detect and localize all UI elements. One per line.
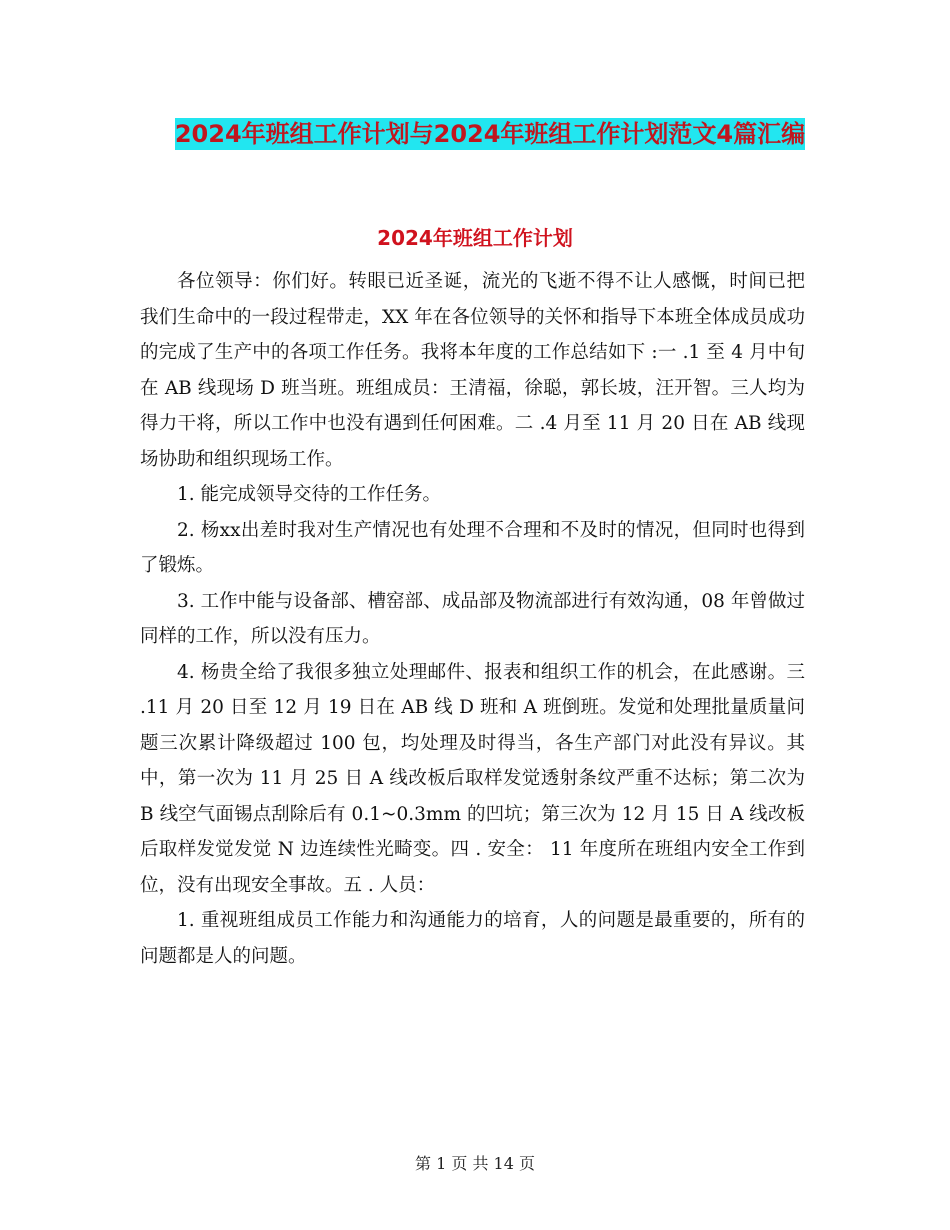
section-heading: 2024年班组工作计划 [377, 226, 573, 250]
body-text [140, 264, 805, 974]
paragraph: 1. 重视班组成员工作能力和沟通能力的培育，人的问题是最重要的，所有的问题都是人的问题。 [140, 910, 805, 967]
page-number-footer: 第 1 页 共 14 页 [415, 1154, 535, 1173]
paragraph: 4. 杨贵全给了我很多独立处理邮件、报表和组织工作的机会，在此感谢。三 .11 月 20 日至 12 月 19 日在 AB 线 D 班和 A 班倒班。发觉和处理批量质量问题三次累计降级超过 100 包，均处理及时得当，各生产部门对此没有异议。其中，第一次为 11 月 25 日 A 线改板后取样发觉透射条纹严重不达标；第二次为 B 线空气面锡点刮除后有 0.1~0.3mm 的凹坑；第三次为 12 月 15 日 A 线改板后取样发觉发觉 N 边连续性光畸变。四 . 安全： 11 年度所在班组内安全工作到位，没有出现安全事故。五 . 人员： [140, 661, 805, 896]
paragraph: 3. 工作中能与设备部、槽窑部、成品部及物流部进行有效沟通，08 年曾做过同样的工作，所以没有压力。 [140, 590, 805, 647]
paragraph: 2. 杨xx出差时我对生产情况也有处理不合理和不及时的情况，但同时也得到了锻炼。 [140, 519, 805, 576]
document-title-text: 2024年班组工作计划与2024年班组工作计划范文4篇汇编 [174, 120, 806, 148]
paragraph: 各位领导：你们好。转眼已近圣诞，流光的飞逝不得不让人感慨，时间已把我们生命中的一段过程带走，XX 年在各位领导的关怀和指导下本班全体成员成功的完成了生产中的各项工作任务。我将本年度的工作总结如下 :一 .1 至 4 月中旬在 AB 线现场 D 班当班。班组成员：王清福，徐聪，郭长坡，汪开智。三人均为得力干将，所以工作中也没有遇到任何困难。二 .4 月至 11 月 20 日在 AB 线现场协助和组织现场工作。 [140, 271, 805, 470]
paragraph: 1. 能完成领导交待的工作任务。 [177, 484, 442, 505]
document-title [140, 112, 840, 156]
